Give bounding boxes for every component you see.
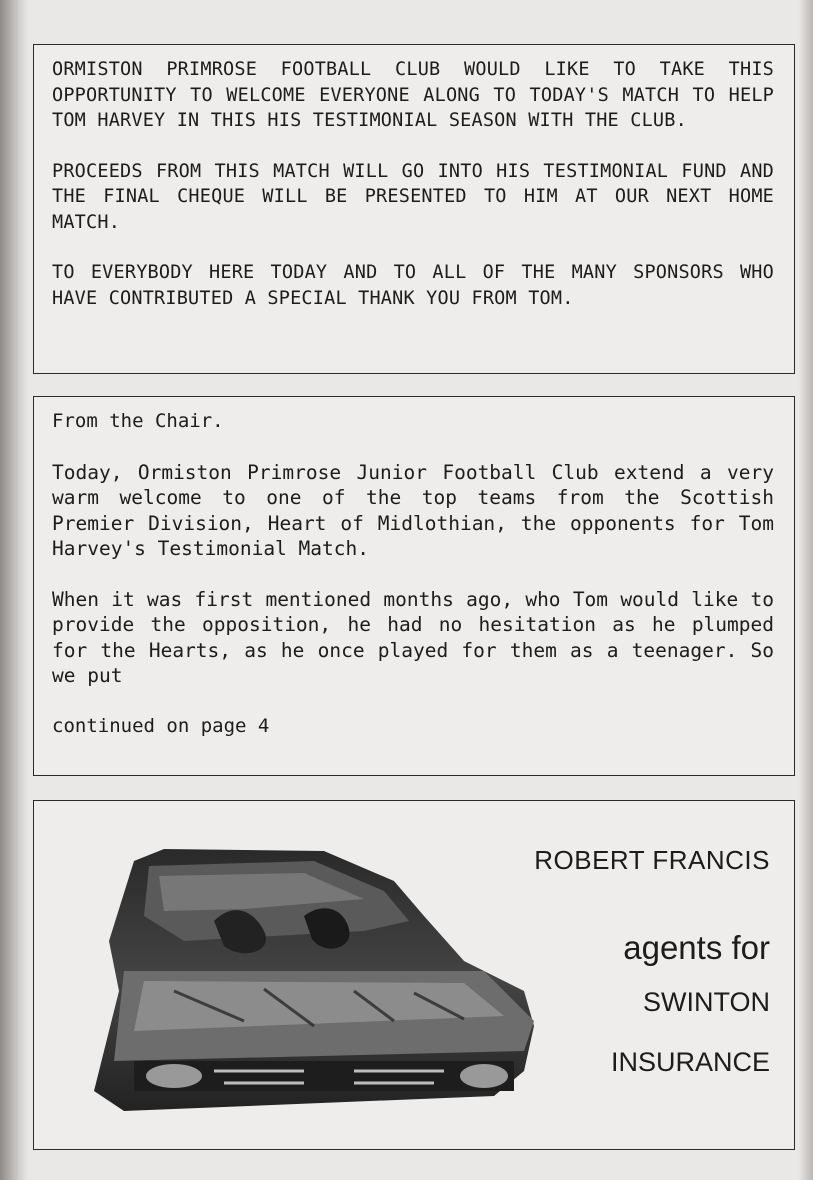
advert-company-line-1: SWINTON (643, 987, 770, 1017)
insurance-advert-box (33, 800, 795, 1150)
page-gutter-shadow (0, 0, 28, 1180)
notice-paragraph-proceeds: PROCEEDS FROM THIS MATCH WILL GO INTO HIS TESTIMONIAL FUND AND THE FINAL CHEQUE WILL BE PRESENTED TO HIM AT OUR NEXT HOME MATCH. (52, 160, 774, 233)
advert-agent-name: ROBERT FRANCIS (534, 845, 770, 875)
chair-paragraph-welcome: Today, Ormiston Primrose Junior Football Club extend a very warm welcome to one of the top teams from the Scottish Premier Division, Heart of Midlothian, the opponents for Tom Harvey's Testimonial Match. (52, 460, 774, 560)
continued-note: continued on page 4 (52, 714, 270, 737)
page-edge-shadow (799, 0, 813, 1180)
chair-article-box (33, 396, 795, 776)
chair-paragraph-opposition: When it was first mentioned months ago, who Tom would like to provide the opposition, he had no hesitation as he plumped for the Hearts, as he once played for them as a teenager. So we put (52, 587, 774, 687)
notice-paragraph-welcome: ORMISTON PRIMROSE FOOTBALL CLUB WOULD LIKE TO TAKE THIS OPPORTUNITY TO WELCOME EVERYONE ALONG TO TODAY'S MATCH TO HELP TOM HARVEY IN THIS HIS TESTIMONIAL SEASON WITH THE CLUB. (52, 59, 774, 131)
chair-article-title: From the Chair. (52, 410, 224, 432)
car-illustration (64, 821, 564, 1121)
notice-paragraph-thanks: TO EVERYBODY HERE TODAY AND TO ALL OF THE MANY SPONSORS WHO HAVE CONTRIBUTED A SPECIAL THANK YOU FROM TOM. (52, 262, 774, 309)
testimonial-notice-box (33, 44, 795, 374)
advert-tagline: agents for (623, 929, 770, 966)
advert-company-line-2: INSURANCE (610, 1047, 770, 1077)
